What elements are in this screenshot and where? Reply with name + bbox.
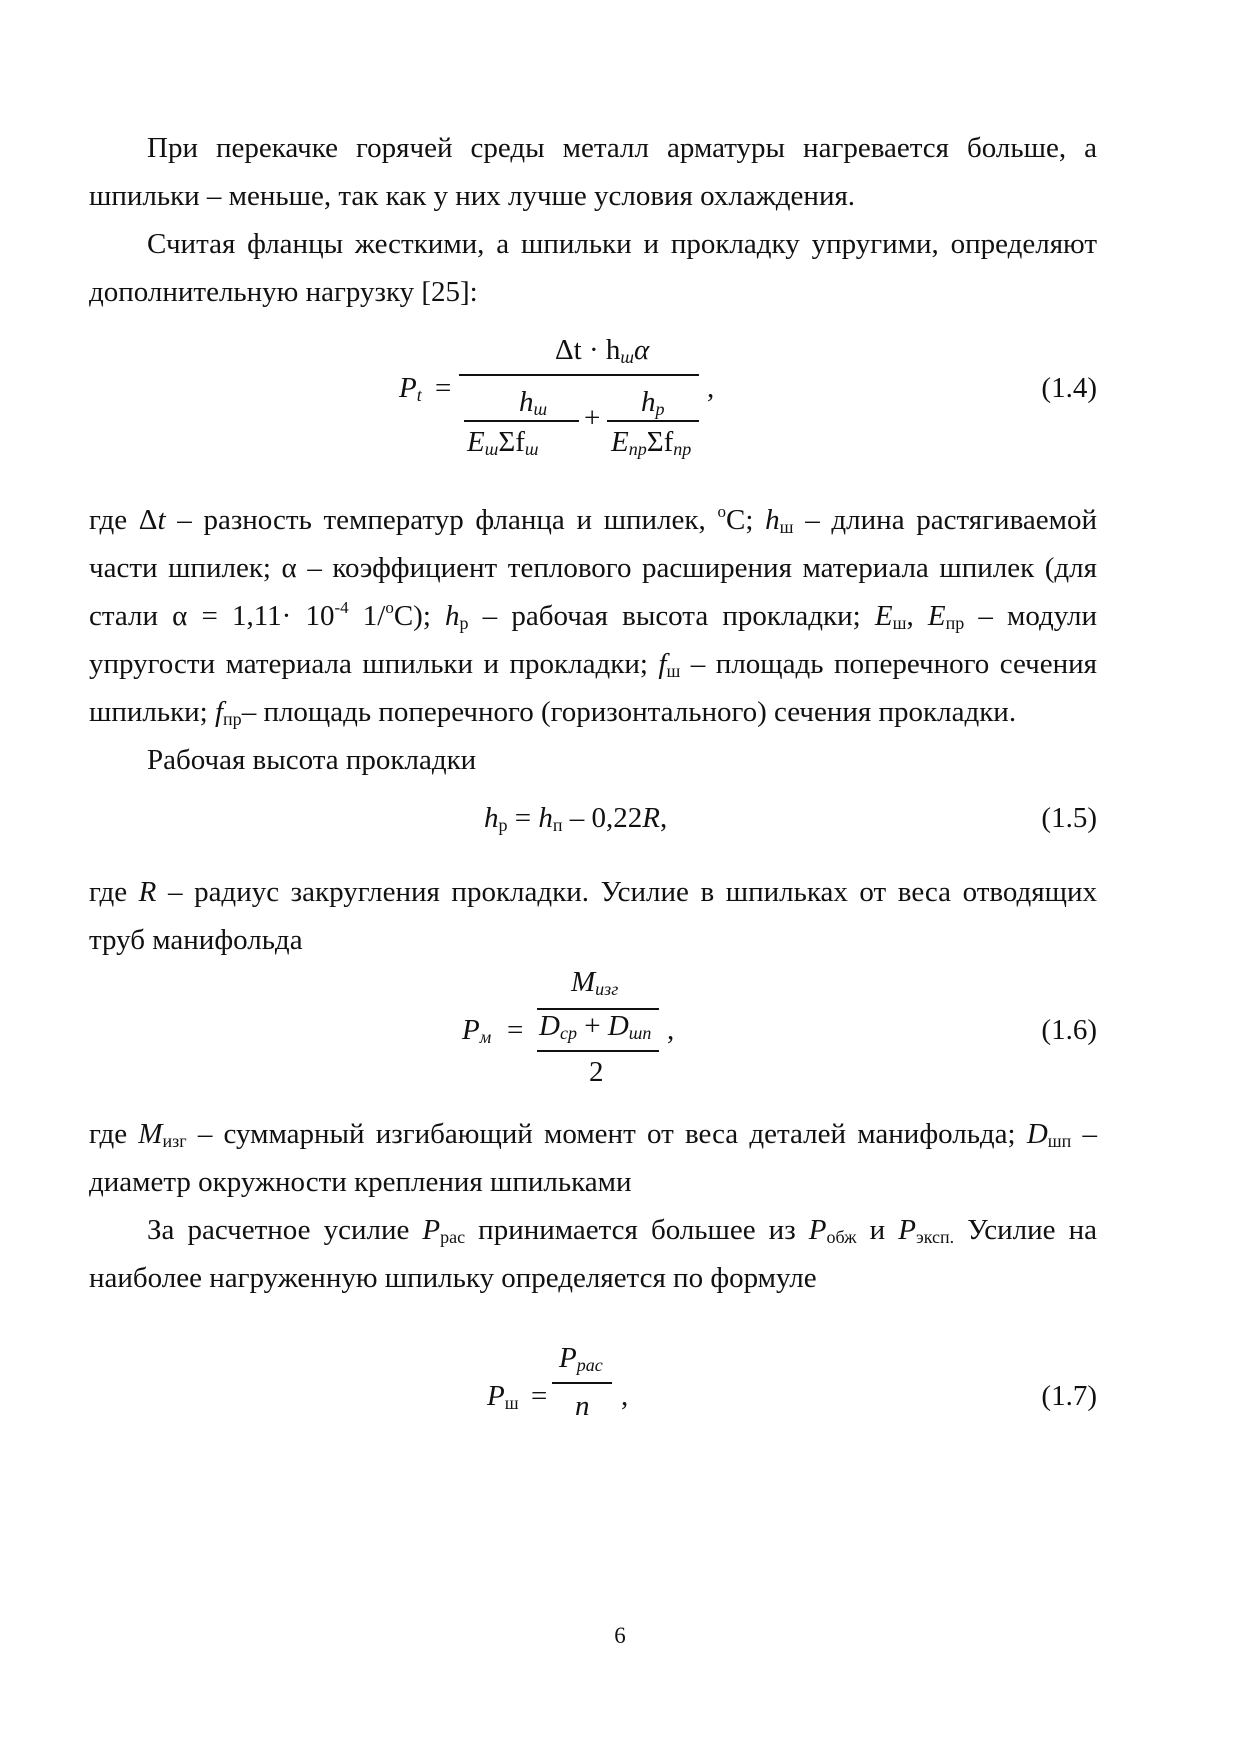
equation-1-5: [89, 784, 1097, 868]
eq-comma: ,: [707, 372, 715, 404]
paragraph-where-1-6: где $M_{изг}$ – суммарный изгибающий момент от веса деталей манифольда; $D_{шп}$ – диаметр окружности крепления шпильками: [89, 1118, 1097, 1198]
eq-body: $h_p = h_п - 0,22R$,: [484, 802, 668, 835]
eq-comma: ,: [667, 1014, 675, 1046]
page-content: [89, 124, 1097, 1472]
equation-number: (1.5): [1041, 802, 1097, 834]
equation-1-4: [89, 316, 1097, 494]
eq-den1-line: [464, 420, 579, 422]
equation-1-6: [89, 964, 1097, 1104]
eq-inner-denominator: 2: [589, 1056, 604, 1088]
eq-numerator: $M_{изг}$: [571, 966, 619, 999]
paragraph-design-force: За расчетное усилие $P_{рас}$ принимается большее из $P_{обж}$ и $P_{эксп.}$ Усилие на наиболее нагруженную шпильку определяется по формуле: [89, 1214, 1097, 1294]
equation-number: (1.7): [1041, 1380, 1097, 1412]
equation-1-7: [89, 1342, 1097, 1472]
page-number: 6: [614, 1623, 626, 1648]
eq-lhs: $P_м$: [462, 1014, 492, 1047]
eq-den1-denominator: $E_ш\Sigma f_ш$: [467, 426, 539, 459]
paragraph-flanges: [89, 220, 1097, 316]
eq-lhs: $P_t$: [399, 372, 422, 405]
paragraph-text: При перекачке горячей среды металл арматуры нагревается больше, а шпильки – меньше, так как у них лучше условия охлаждения.: [89, 132, 1097, 212]
eq-denominator: n: [575, 1390, 590, 1422]
paragraph-hot-medium: [89, 124, 1097, 220]
eq-sign: =: [435, 372, 452, 404]
eq-inner-fraction-line: [537, 1050, 659, 1052]
paragraph-where-1-4: где Δt – разность температур фланца и шпилек, $^o$С; $h_ш$ – длина растягиваемой части шпилек; α – коэффициент теплового расширения материала шпилек (для стали $\alpha = 1,11\cdot 10^{-4}$ 1/$^o$С); $h_p$ – рабочая высота прокладки; $E_ш$, $E_{пр}$ – модули упругости материала шпильки и прокладки; $f_ш$ – площадь поперечного сечения шпильки; $f_{пр}-$ площадь поперечного (горизонтального) сечения прокладки.: [89, 502, 1097, 729]
eq-den2-denominator: $E_{пр}\Sigma f_{пр}$: [611, 426, 692, 459]
eq-main-fraction-line: [459, 374, 699, 376]
eq-fraction-line: [552, 1382, 612, 1384]
equation-number: (1.6): [1041, 1014, 1097, 1046]
equation-number: (1.4): [1041, 372, 1097, 404]
eq-numerator: $\Delta t \cdot h_ш\alpha$: [555, 334, 650, 367]
eq-lhs: $P_ш$: [487, 1380, 519, 1413]
paragraph-where-1-5: где R – радиус закругления прокладки. Усилие в шпильках от веса отводящих труб манифольда: [89, 876, 1098, 956]
eq-comma: ,: [621, 1380, 629, 1412]
eq-plus: +: [584, 402, 601, 434]
eq-sign: =: [531, 1380, 548, 1412]
eq-den2-line: [607, 420, 699, 422]
paragraph-text: Считая фланцы жесткими, а шпильки и прокладку упругими, определяют дополнительную нагрузку [25]:: [89, 228, 1097, 308]
eq-den1-numerator: $h_ш$: [519, 386, 548, 419]
eq-numerator: $P_{рас}$: [559, 1342, 603, 1375]
paragraph-working-height: Рабочая высота прокладки: [147, 744, 477, 776]
eq-sign: =: [507, 1014, 524, 1046]
eq-inner-numerator: $D_{ср} + D_{шп}$: [539, 1010, 652, 1043]
eq-den2-numerator: $h_p$: [641, 386, 665, 419]
